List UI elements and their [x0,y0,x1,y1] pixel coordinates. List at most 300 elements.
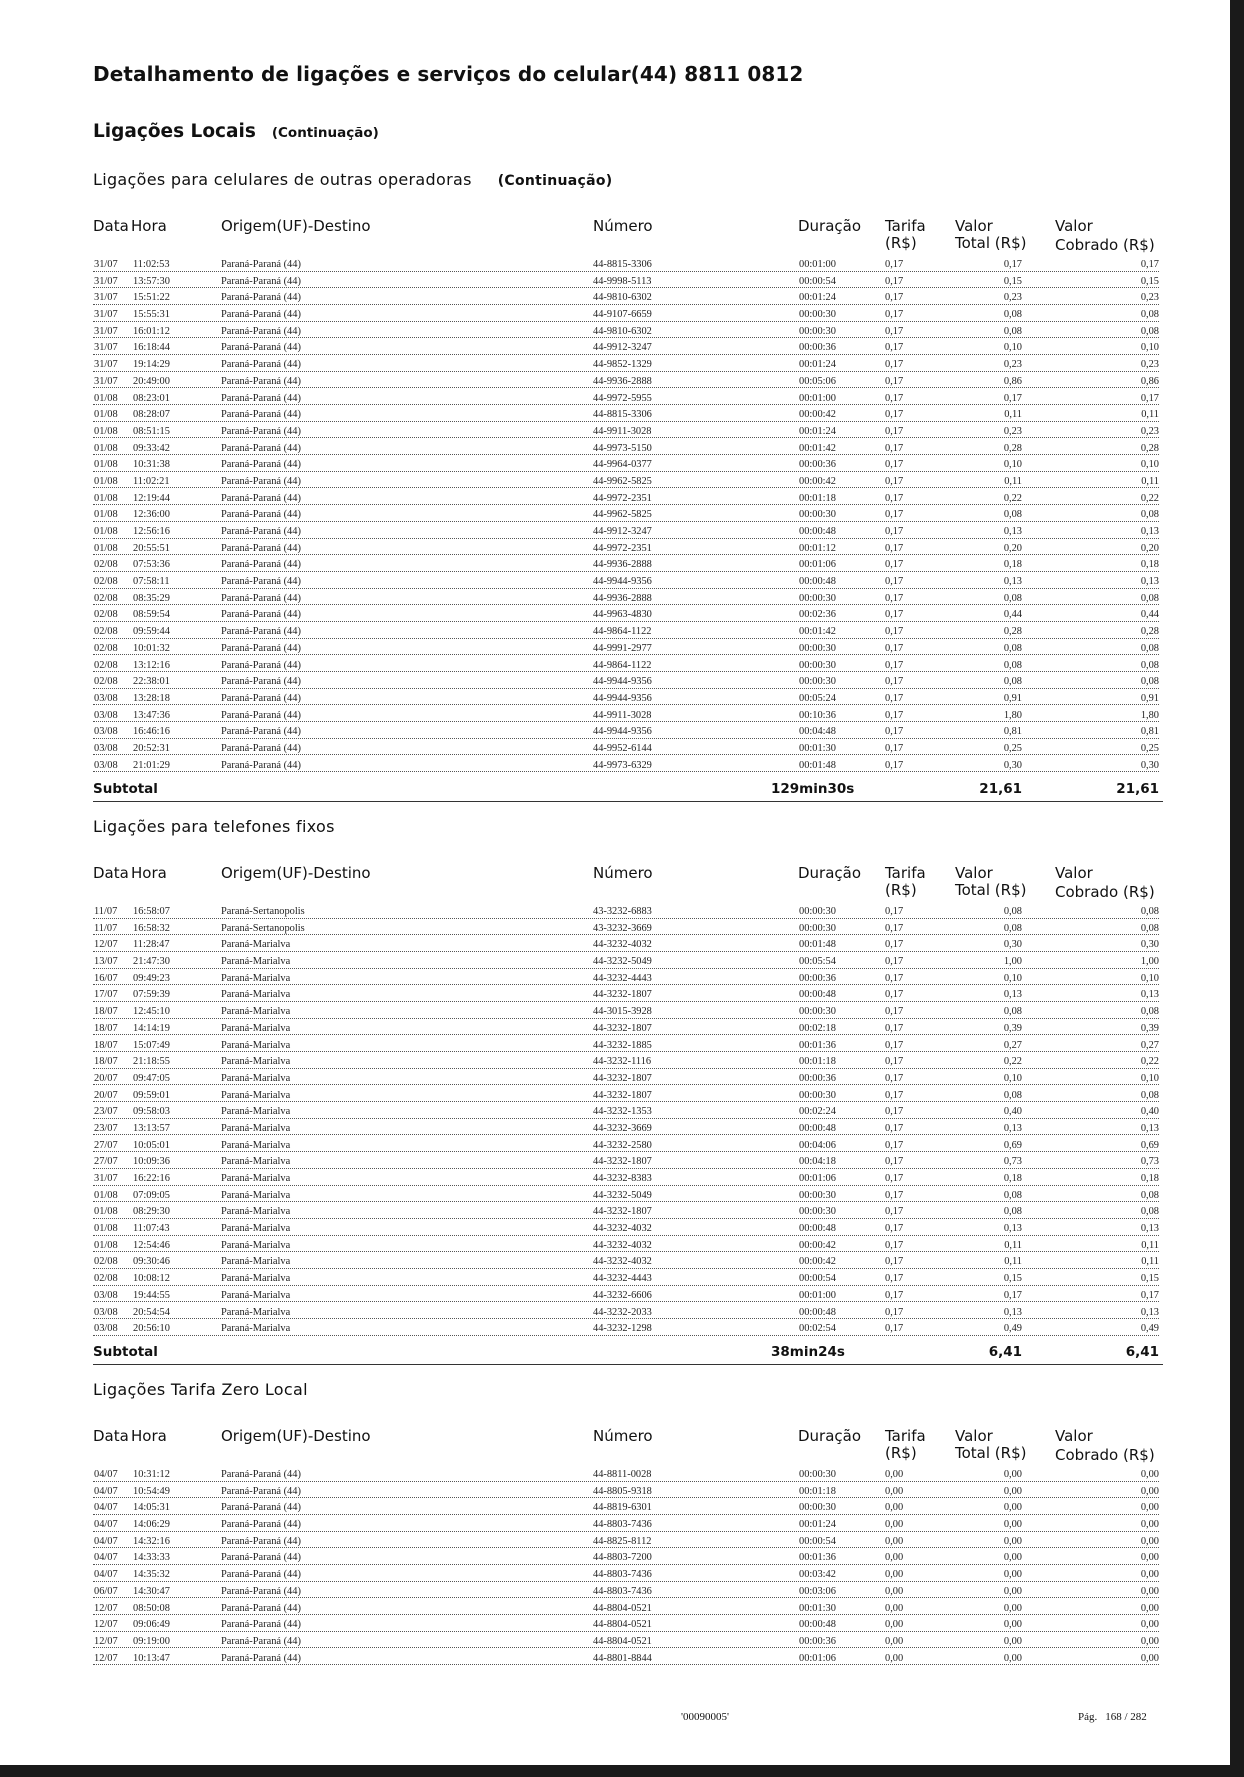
call-duration: 00:03:42 [799,1569,836,1581]
call-number: 43-3232-6883 [593,906,652,917]
table-row [93,374,1163,391]
call-date: 01/08 [94,492,118,504]
call-rate: 0,00 [885,1485,904,1497]
call-duration: 00:01:06 [799,1173,836,1184]
call-charged: 0,08 [1140,509,1159,521]
call-number: 44-9998-5113 [593,275,652,287]
call-duration: 00:01:30 [799,742,836,754]
call-duration: 00:02:36 [799,609,836,621]
call-charged: 0,11 [1141,475,1159,487]
call-charged: 0,73 [1140,1156,1159,1168]
call-origin-destination: Paraná-Paraná (44) [221,1552,301,1564]
call-rate: 0,17 [885,325,904,337]
table-row [93,1004,1163,1021]
call-time: 16:58:07 [133,906,170,917]
call-charged: 0,23 [1140,292,1159,304]
call-total: 0,00 [1003,1535,1022,1547]
call-rate: 0,17 [885,676,904,688]
call-charged: 0,17 [1140,1289,1159,1301]
call-total: 0,27 [1003,1039,1022,1051]
call-rate: 0,17 [885,1306,904,1318]
call-origin-destination: Paraná-Marialva [221,989,291,1001]
call-charged: 0,00 [1140,1652,1159,1664]
call-duration: 00:00:48 [799,526,836,537]
call-duration: 00:00:54 [799,1273,836,1285]
call-total: 1,00 [1003,956,1022,968]
call-charged: 0,28 [1140,626,1159,638]
call-date: 23/07 [94,1106,118,1118]
call-time: 11:28:47 [133,939,170,951]
header-tarifa-line2: (R$) [885,881,917,899]
call-number: 44-9972-2351 [593,542,652,554]
table-row [93,1221,1163,1238]
call-charged: 0,17 [1140,259,1159,270]
call-number: 44-3232-2580 [593,1139,652,1151]
group-title-text: Ligações Tarifa Zero Local [93,1380,308,1399]
call-origin-destination: Paraná-Marialva [221,1072,291,1084]
call-duration: 00:01:00 [799,392,836,404]
call-date: 03/08 [94,709,118,721]
table-row [93,741,1163,758]
call-date: 04/07 [94,1552,118,1564]
call-time: 09:47:05 [133,1072,170,1084]
call-time: 12:56:16 [133,526,170,537]
header-valor-total-line1: Valor [955,217,993,235]
call-date: 11/07 [94,906,118,917]
call-duration: 00:00:30 [799,309,836,321]
table-row [93,1651,1163,1668]
call-origin-destination: Paraná-Marialva [221,939,291,951]
call-origin-destination: Paraná-Paraná (44) [221,375,301,387]
call-duration: 00:00:48 [799,1223,836,1235]
header-tarifa [885,1428,926,1462]
call-number: 44-3232-2033 [593,1306,652,1318]
call-charged: 0,08 [1140,676,1159,688]
call-date: 12/07 [94,1652,118,1664]
call-number: 44-8819-6301 [593,1502,652,1514]
header-valor-cobrado [1055,865,1155,901]
call-time: 15:55:31 [133,309,170,321]
call-total: 0,40 [1003,1106,1022,1118]
call-total: 0,08 [1003,1206,1022,1218]
column-header [93,218,1163,258]
call-origin-destination: Paraná-Paraná (44) [221,759,301,771]
call-total: 0,15 [1003,275,1022,287]
call-time: 08:35:29 [133,592,170,604]
call-time: 13:28:18 [133,692,170,704]
call-date: 02/08 [94,642,118,654]
table-row [93,1104,1163,1121]
call-time: 10:08:12 [133,1273,170,1285]
call-origin-destination: Paraná-Paraná (44) [221,325,301,337]
call-number: 43-3232-3669 [593,922,652,934]
call-rate: 0,17 [885,425,904,437]
subtotal-duration: 129min30s [771,781,855,797]
call-duration: 00:05:54 [799,956,836,968]
call-origin-destination: Paraná-Paraná (44) [221,1519,301,1531]
header-valor-total-line2: Total (R$) [955,1444,1027,1462]
call-time: 16:46:16 [133,726,170,738]
call-time: 12:45:10 [133,1006,170,1018]
call-total: 0,13 [1003,1122,1022,1134]
call-duration: 00:00:30 [799,1502,836,1514]
call-origin-destination: Paraná-Marialva [221,1273,291,1285]
call-time: 11:02:53 [133,259,170,270]
call-time: 09:06:49 [133,1619,170,1631]
header-valor-cobrado-line1: Valor [1055,864,1093,882]
call-number: 44-9964-0377 [593,459,652,471]
call-rate: 0,17 [885,592,904,604]
call-duration: 00:02:54 [799,1323,836,1335]
call-charged: 0,44 [1140,609,1159,621]
call-rate: 0,17 [885,492,904,504]
call-rate: 0,00 [885,1619,904,1631]
call-date: 12/07 [94,1635,118,1647]
call-duration: 00:05:06 [799,375,836,387]
call-charged: 0,10 [1140,459,1159,471]
call-origin-destination: Paraná-Paraná (44) [221,475,301,487]
call-duration: 00:00:48 [799,1122,836,1134]
call-rate: 0,00 [885,1535,904,1547]
call-origin-destination: Paraná-Marialva [221,1173,291,1184]
call-duration: 00:00:30 [799,676,836,688]
call-origin-destination: Paraná-Paraná (44) [221,609,301,621]
call-duration: 00:01:48 [799,939,836,951]
call-charged: 0,13 [1140,989,1159,1001]
call-rate: 0,17 [885,1223,904,1235]
call-rate: 0,17 [885,659,904,671]
table-row [93,491,1163,508]
call-number: 44-9936-2888 [593,592,652,604]
page-number [1078,1711,1147,1723]
call-charged: 0,08 [1140,906,1159,917]
call-total: 0,08 [1003,1006,1022,1018]
call-charged: 0,13 [1140,1223,1159,1235]
document-code: '00090005' [681,1711,729,1723]
call-date: 01/08 [94,526,118,537]
call-duration: 00:00:30 [799,906,836,917]
call-date: 20/07 [94,1072,118,1084]
call-number: 44-9852-1329 [593,359,652,371]
call-number: 44-8804-0521 [593,1635,652,1647]
header-valor-total [955,1428,1026,1462]
header-tarifa [885,865,926,899]
call-charged: 0,15 [1140,1273,1159,1285]
call-total: 0,91 [1003,692,1022,704]
call-date: 03/08 [94,1289,118,1301]
call-total: 0,00 [1003,1485,1022,1497]
call-charged: 0,00 [1140,1502,1159,1514]
subtotal-row [93,781,1163,802]
call-time: 08:59:54 [133,609,170,621]
call-duration: 00:00:30 [799,1006,836,1018]
header-hora: Hora [131,1427,167,1445]
call-origin-destination: Paraná-Paraná (44) [221,726,301,738]
table-row [93,557,1163,574]
call-total: 0,10 [1003,1072,1022,1084]
call-total: 0,17 [1003,259,1022,270]
call-charged: 0,10 [1140,342,1159,354]
header-valor-total [955,218,1026,252]
call-charged: 0,49 [1140,1323,1159,1335]
call-number: 44-3232-1353 [593,1106,652,1118]
header-tarifa [885,218,926,252]
call-date: 04/07 [94,1469,118,1480]
call-rate: 0,17 [885,509,904,521]
call-origin-destination: Paraná-Paraná (44) [221,492,301,504]
header-valor-cobrado-line2: Cobrado (R$) [1055,883,1155,901]
call-origin-destination: Paraná-Marialva [221,1022,291,1034]
table-row [93,658,1163,675]
column-header [93,865,1163,905]
call-time: 13:57:30 [133,275,170,287]
table-row [93,1054,1163,1071]
call-origin-destination: Paraná-Marialva [221,1106,291,1118]
call-total: 0,81 [1003,726,1022,738]
call-time: 10:54:49 [133,1485,170,1497]
header-valor-total-line1: Valor [955,864,993,882]
call-date: 31/07 [94,359,118,371]
call-date: 02/08 [94,659,118,671]
call-date: 02/08 [94,626,118,638]
call-origin-destination: Paraná-Marialva [221,1122,291,1134]
call-charged: 0,00 [1140,1485,1159,1497]
table-row [93,1584,1163,1601]
header-numero: Número [593,864,653,882]
page-label: Pág. [1078,1711,1098,1723]
call-origin-destination: Paraná-Paraná (44) [221,626,301,638]
header-duracao: Duração [798,217,862,235]
call-duration: 00:01:06 [799,1652,836,1664]
header-valor-total-line2: Total (R$) [955,234,1027,252]
call-origin-destination: Paraná-Marialva [221,1256,291,1268]
call-time: 09:33:42 [133,442,170,454]
call-time: 21:18:55 [133,1056,170,1068]
table-row [93,574,1163,591]
call-number: 44-9911-3028 [593,425,652,437]
call-number: 44-8801-8844 [593,1652,652,1664]
call-total: 0,22 [1003,492,1022,504]
call-origin-destination: Paraná-Marialva [221,1289,291,1301]
call-total: 0,13 [1003,576,1022,588]
call-date: 06/07 [94,1585,118,1597]
call-rate: 0,17 [885,1006,904,1018]
call-total: 0,69 [1003,1139,1022,1151]
call-charged: 1,80 [1140,709,1159,721]
call-number: 44-9936-2888 [593,559,652,571]
call-rate: 0,17 [885,709,904,721]
call-rate: 0,17 [885,459,904,471]
call-date: 01/08 [94,1239,118,1251]
call-origin-destination: Paraná-Marialva [221,1206,291,1218]
call-origin-destination: Paraná-Marialva [221,1089,291,1101]
call-rate: 0,17 [885,609,904,621]
call-number: 44-3015-3928 [593,1006,652,1018]
call-number: 44-3232-5049 [593,1189,652,1201]
header-valor-cobrado-line1: Valor [1055,1427,1093,1445]
call-duration: 00:00:30 [799,659,836,671]
call-origin-destination: Paraná-Paraná (44) [221,559,301,571]
call-total: 0,08 [1003,1089,1022,1101]
call-time: 16:01:12 [133,325,170,337]
call-duration: 00:01:12 [799,542,836,554]
header-hora: Hora [131,217,167,235]
call-date: 18/07 [94,1006,118,1018]
call-date: 12/07 [94,939,118,951]
call-origin-destination: Paraná-Paraná (44) [221,692,301,704]
call-rate: 0,17 [885,259,904,270]
call-rate: 0,17 [885,956,904,968]
subtotal-label: Subtotal [93,1344,158,1360]
call-number: 44-9912-3247 [593,342,652,354]
call-duration: 00:01:36 [799,1039,836,1051]
call-charged: 0,13 [1140,526,1159,537]
call-origin-destination: Paraná-Paraná (44) [221,1652,301,1664]
call-duration: 00:00:42 [799,1239,836,1251]
call-total: 0,08 [1003,592,1022,604]
call-charged: 0,23 [1140,425,1159,437]
call-total: 0,08 [1003,922,1022,934]
table-row [93,307,1163,324]
call-total: 0,10 [1003,459,1022,471]
call-duration: 00:04:18 [799,1156,836,1168]
call-time: 14:35:32 [133,1569,170,1581]
call-duration: 00:00:48 [799,1619,836,1631]
call-total: 0,00 [1003,1502,1022,1514]
call-number: 44-3232-1116 [593,1056,652,1068]
call-charged: 0,86 [1140,375,1159,387]
call-charged: 0,08 [1140,1089,1159,1101]
header-valor-cobrado [1055,218,1155,254]
call-time: 08:50:08 [133,1602,170,1614]
table-row [93,407,1163,424]
call-time: 14:33:33 [133,1552,170,1564]
table-row [93,1534,1163,1551]
call-rate: 0,17 [885,1039,904,1051]
table-row [93,1204,1163,1221]
call-origin-destination: Paraná-Marialva [221,1189,291,1201]
call-charged: 0,40 [1140,1106,1159,1118]
call-date: 01/08 [94,475,118,487]
call-time: 20:55:51 [133,542,170,554]
call-number: 44-8803-7436 [593,1569,652,1581]
header-valor-cobrado [1055,1428,1155,1464]
header-valor-cobrado-line2: Cobrado (R$) [1055,236,1155,254]
call-time: 12:19:44 [133,492,170,504]
call-rate: 0,17 [885,939,904,951]
call-time: 09:59:01 [133,1089,170,1101]
section-title-text: Ligações Locais [93,121,256,142]
call-date: 31/07 [94,292,118,304]
call-number: 44-3232-1807 [593,1156,652,1168]
call-date: 01/08 [94,1189,118,1201]
table-row [93,340,1163,357]
call-total: 0,13 [1003,989,1022,1001]
call-rate: 0,17 [885,526,904,537]
call-number: 44-3232-5049 [593,956,652,968]
call-total: 0,11 [1004,409,1022,421]
table-row [93,724,1163,741]
call-charged: 0,08 [1140,1206,1159,1218]
call-rate: 0,17 [885,1122,904,1134]
call-origin-destination: Paraná-Marialva [221,1323,291,1335]
call-time: 10:13:47 [133,1652,170,1664]
call-charged: 1,00 [1140,956,1159,968]
table-row [93,987,1163,1004]
call-total: 0,86 [1003,375,1022,387]
subtotal-charged: 6,41 [1125,1344,1159,1360]
call-origin-destination: Paraná-Paraná (44) [221,1602,301,1614]
call-rate: 0,17 [885,392,904,404]
call-date: 13/07 [94,956,118,968]
header-tarifa-line1: Tarifa [885,1427,926,1445]
call-origin-destination: Paraná-Paraná (44) [221,526,301,537]
table-row [93,921,1163,938]
call-number: 44-9944-9356 [593,692,652,704]
call-rate: 0,17 [885,1106,904,1118]
table-row [93,904,1163,921]
table-row [93,457,1163,474]
call-number: 44-8803-7436 [593,1519,652,1531]
call-origin-destination: Paraná-Marialva [221,1139,291,1151]
call-rate: 0,17 [885,1173,904,1184]
header-valor-cobrado-line1: Valor [1055,217,1093,235]
header-valor-cobrado-line2: Cobrado (R$) [1055,1446,1155,1464]
table-row [93,758,1163,775]
section-title [93,121,379,142]
table-row [93,1171,1163,1188]
call-date: 31/07 [94,1173,118,1184]
call-origin-destination: Paraná-Sertanopolis [221,906,305,917]
call-duration: 00:01:42 [799,626,836,638]
header-duracao: Duração [798,864,862,882]
call-rate: 0,17 [885,972,904,984]
call-charged: 0,27 [1140,1039,1159,1051]
call-duration: 00:00:36 [799,342,836,354]
table-row [93,290,1163,307]
call-time: 20:52:31 [133,742,170,754]
call-date: 02/08 [94,676,118,688]
call-total: 0,28 [1003,442,1022,454]
table-row [93,691,1163,708]
call-origin-destination: Paraná-Paraná (44) [221,342,301,354]
call-charged: 0,69 [1140,1139,1159,1151]
call-duration: 00:00:30 [799,1206,836,1218]
call-duration: 00:00:36 [799,459,836,471]
call-number: 44-8811-0028 [593,1469,652,1480]
call-time: 14:05:31 [133,1502,170,1514]
call-rate: 0,00 [885,1652,904,1664]
call-duration: 00:00:42 [799,1256,836,1268]
call-charged: 0,81 [1140,726,1159,738]
call-total: 0,30 [1003,939,1022,951]
call-charged: 0,08 [1140,325,1159,337]
call-date: 03/08 [94,742,118,754]
call-rate: 0,17 [885,292,904,304]
call-date: 03/08 [94,692,118,704]
call-time: 09:59:44 [133,626,170,638]
call-charged: 0,22 [1140,1056,1159,1068]
call-charged: 0,39 [1140,1022,1159,1034]
call-total: 0,08 [1003,309,1022,321]
call-date: 03/08 [94,726,118,738]
call-time: 10:05:01 [133,1139,170,1151]
call-rate: 0,17 [885,1256,904,1268]
call-number: 44-9973-5150 [593,442,652,454]
call-rate: 0,00 [885,1569,904,1581]
call-total: 0,08 [1003,642,1022,654]
call-duration: 00:00:30 [799,922,836,934]
